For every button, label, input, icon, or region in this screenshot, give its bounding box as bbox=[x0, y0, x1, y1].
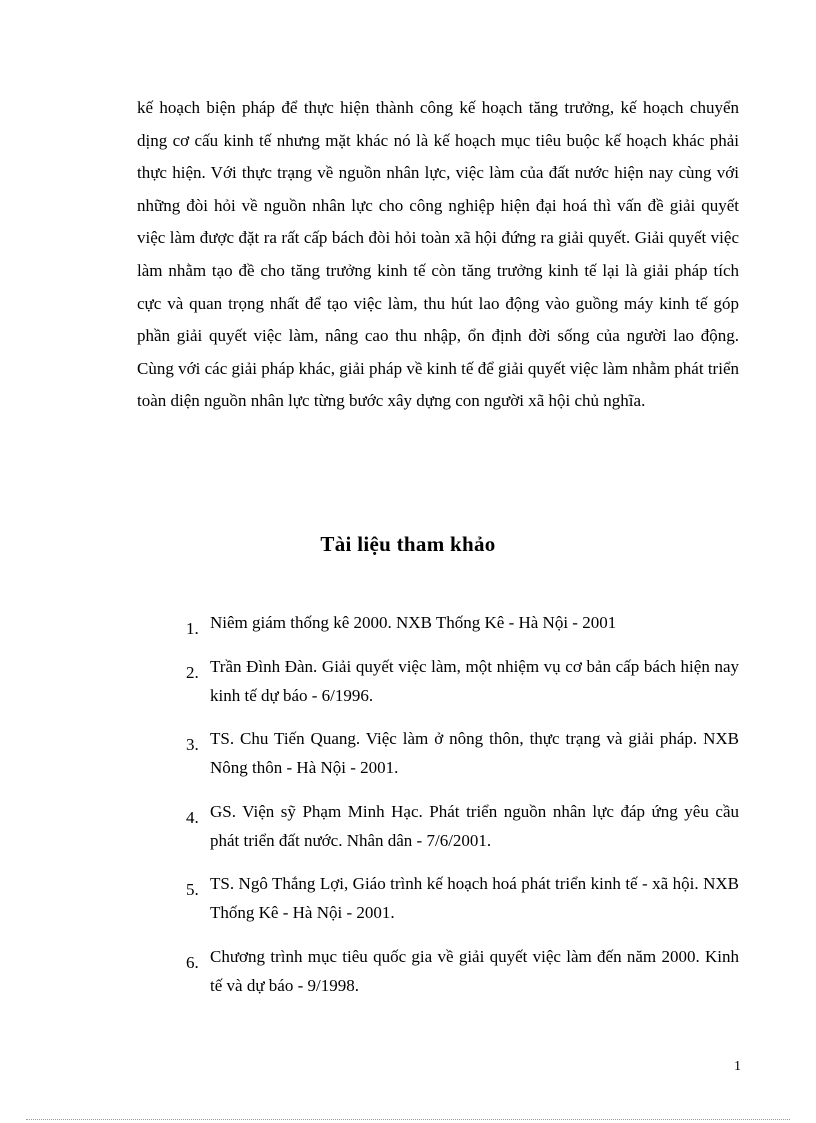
reference-text: TS. Ngô Thắng Lợi, Giáo trình kế hoạch hoá phát triển kinh tế - xã hội. NXB Thống Kê - Hà Nội - 2001. bbox=[210, 874, 739, 922]
reference-item bbox=[186, 797, 739, 855]
reference-text: Niêm giám thống kê 2000. NXB Thống Kê - Hà Nội - 2001 bbox=[210, 613, 617, 632]
reference-number: 1. bbox=[186, 619, 199, 638]
references-heading: Tài liệu tham khảo bbox=[320, 532, 496, 556]
reference-item bbox=[186, 942, 739, 1000]
reference-number: 2. bbox=[186, 662, 199, 682]
reference-number: 5. bbox=[186, 880, 199, 899]
reference-item bbox=[186, 608, 739, 637]
reference-text: GS. Viện sỹ Phạm Minh Hạc. Phát triển nguồn nhân lực đáp ứng yêu cầu phát triển đất nước. Nhân dân - 7/6/2001. bbox=[210, 801, 739, 850]
body-paragraph: kế hoạch biện pháp để thực hiện thành công kế hoạch tăng trưởng, kế hoạch chuyển dịng cơ cấu kinh tế nhưng mặt khác nó là kế hoạch mục tiêu buộc kế hoạch khác phải thực hiện. Với thực trạng về nguồn nhân lực, việc làm của đất nước hiện nay cùng với những đòi hỏi về nguồn nhân lực cho công nghiệp hiện đại hoá thì vấn đề giải quyết việc làm được đặt ra rất cấp bách đòi hỏi toàn xã hội đứng ra giải quyết. Giải quyết việc làm nhằm tạo đề cho tăng trưởng kinh tế còn tăng trưởng kinh tế lại là giải pháp tích cực và quan trọng nhất để tạo việc làm, thu hút lao động vào guồng máy kinh tế góp phần giải quyết việc làm, nâng cao thu nhập, ổn định đời sống của người lao động. Cùng với các giải pháp khác, giải pháp về kinh tế để giải quyết việc làm nhằm phát triển toàn diện nguồn nhân lực từng bước xây dựng con người xã hội chủ nghĩa. bbox=[137, 98, 739, 411]
reference-text: Chương trình mục tiêu quốc gia về giải quyết việc làm đến năm 2000. Kinh tế và dự báo - 9/1998. bbox=[210, 946, 739, 995]
reference-text: Trần Đình Đàn. Giải quyết việc làm, một nhiệm vụ cơ bản cấp bách hiện nay kinh tế dự báo - 6/1996. bbox=[210, 656, 739, 705]
references-list bbox=[186, 608, 739, 1014]
reference-number: 3. bbox=[186, 735, 199, 754]
page-bottom-divider bbox=[26, 1119, 790, 1120]
reference-number: 6. bbox=[186, 952, 199, 972]
reference-number: 4. bbox=[186, 807, 199, 827]
reference-text: TS. Chu Tiến Quang. Việc làm ở nông thôn, thực trạng và giải pháp. NXB Nông thôn - Hà Nội - 2001. bbox=[210, 729, 739, 777]
page-number: 1 bbox=[734, 1059, 741, 1074]
reference-item bbox=[186, 869, 739, 927]
reference-item bbox=[186, 652, 739, 710]
reference-item bbox=[186, 724, 739, 782]
